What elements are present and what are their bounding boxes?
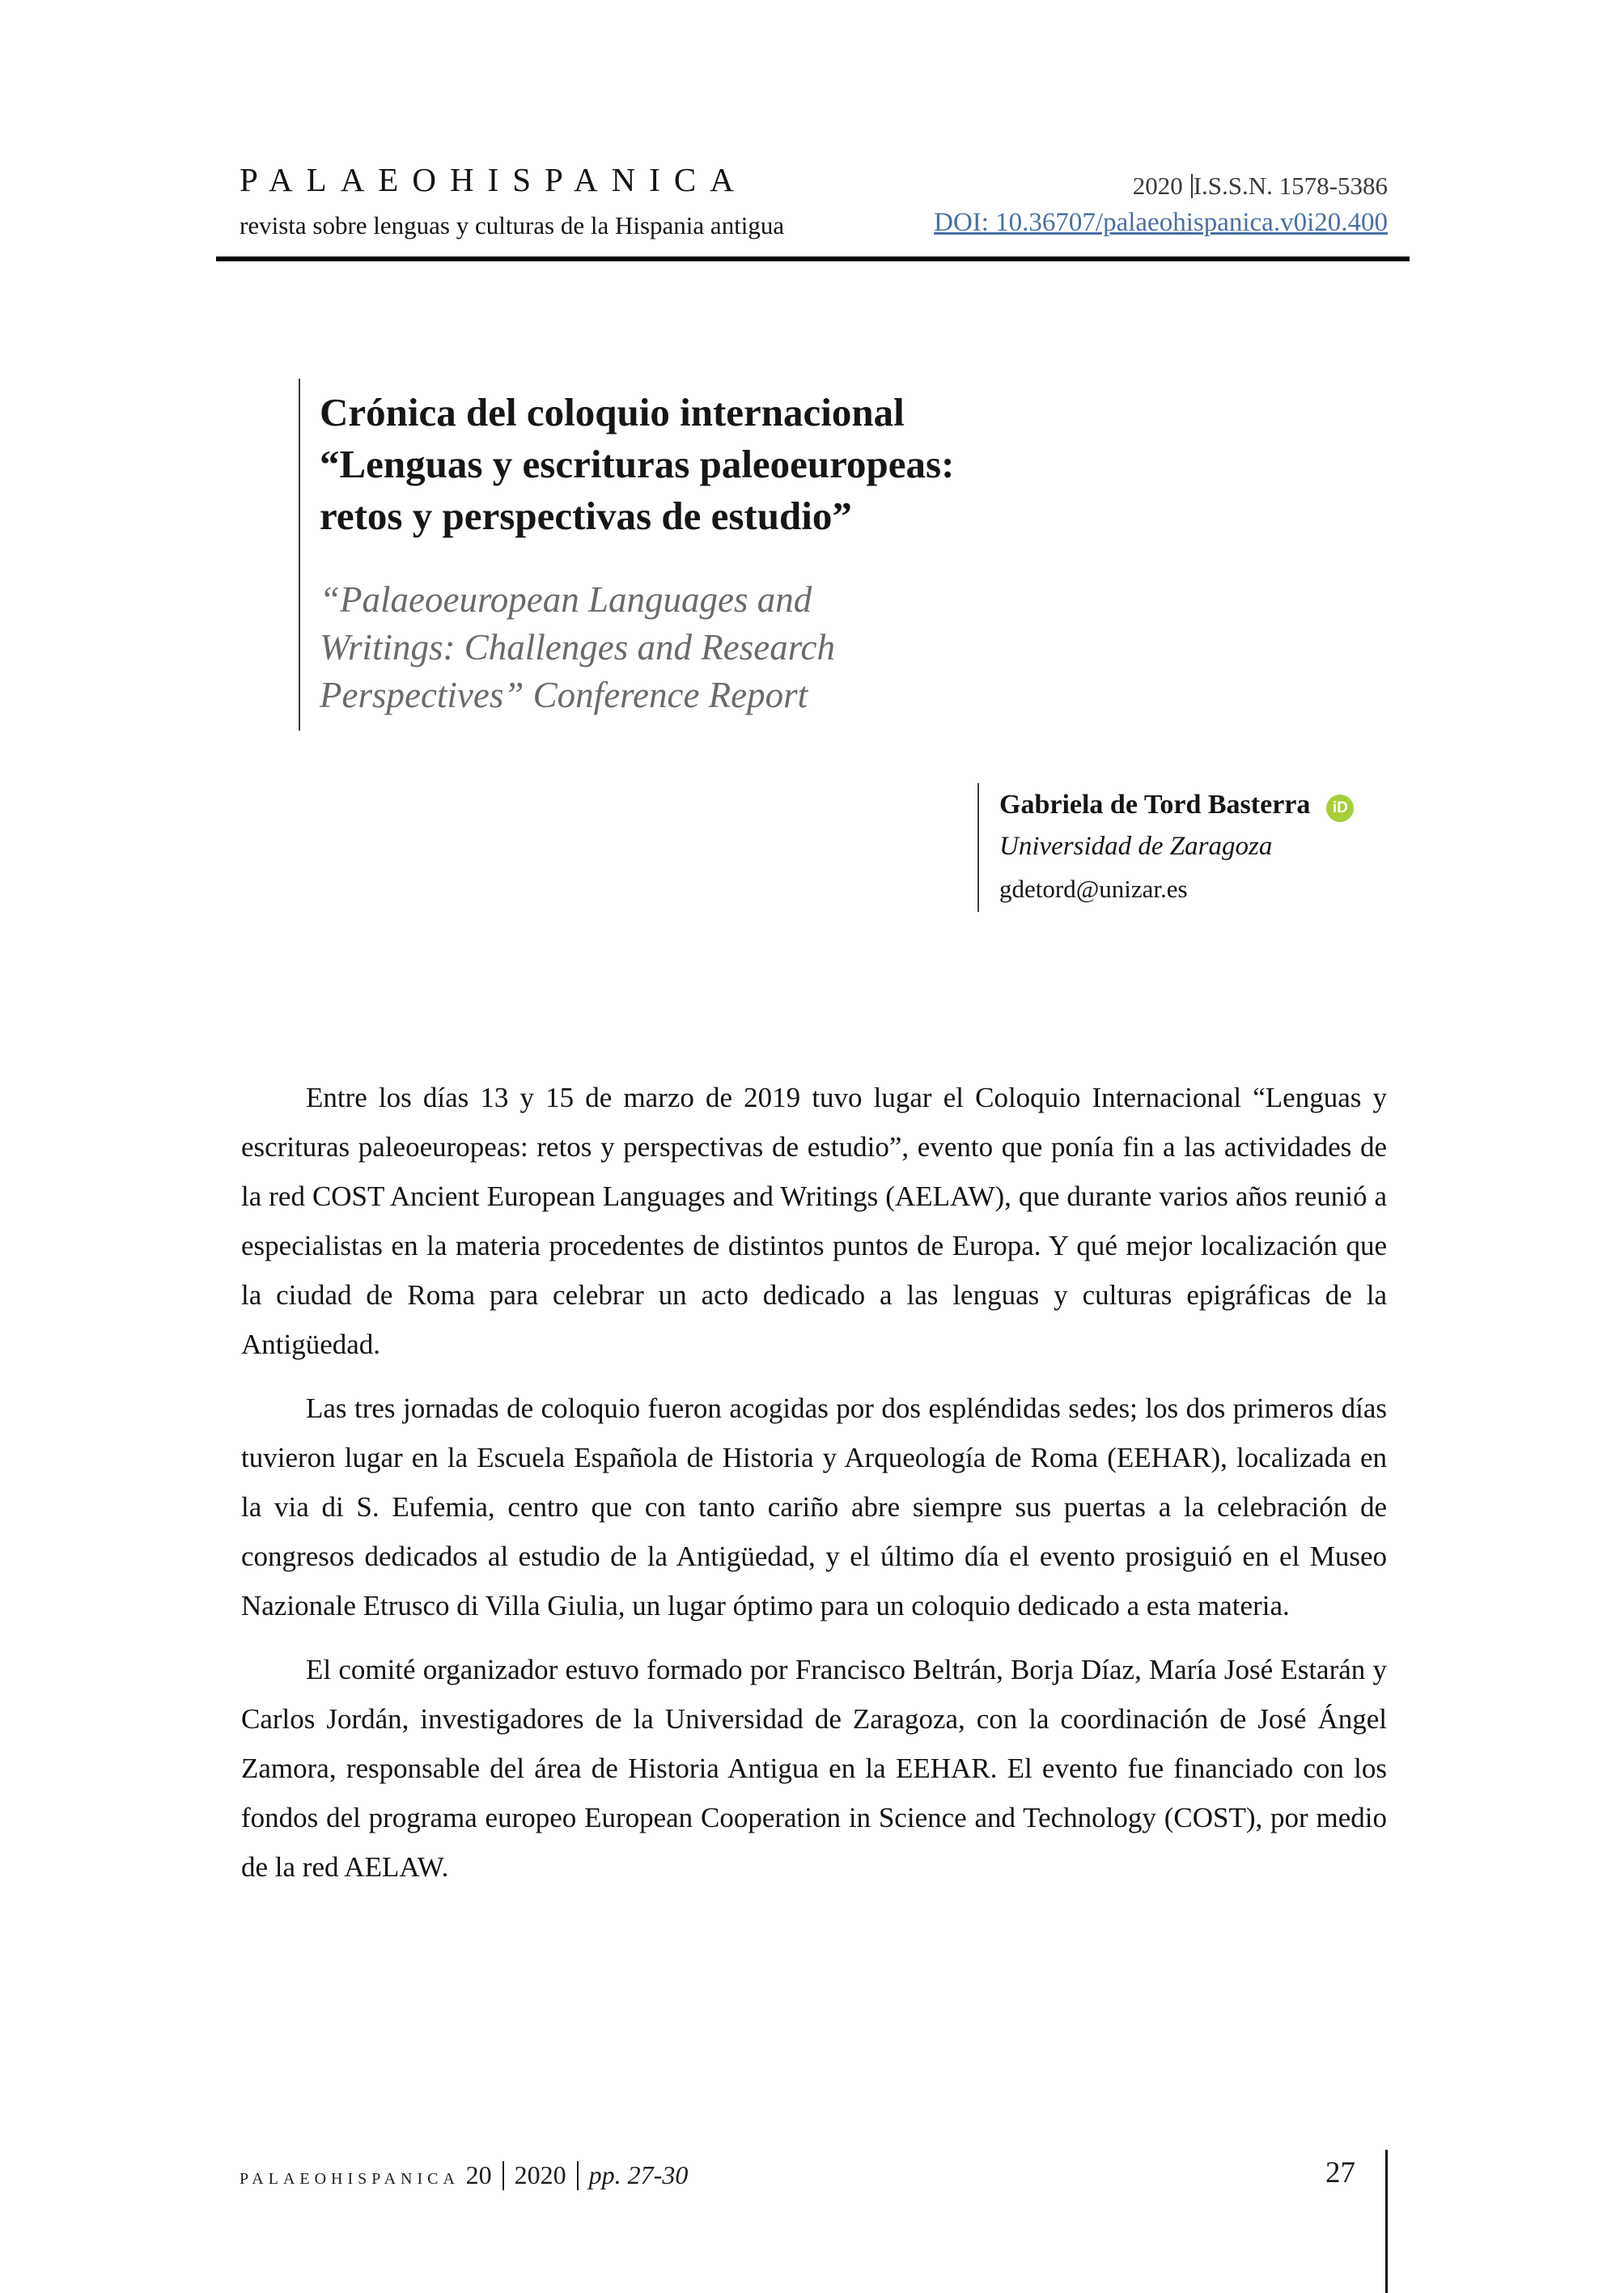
separator-bar bbox=[577, 2161, 579, 2190]
footer-year: 2020 bbox=[514, 2160, 566, 2189]
title-line: “Lenguas y escrituras paleoeuropeas: bbox=[320, 442, 955, 486]
doi-link[interactable]: DOI: 10.36707/palaeohispanica.v0i20.400 bbox=[934, 208, 1388, 237]
footer-journal-name: palaeohispanica bbox=[240, 2164, 460, 2189]
article-title-en bbox=[320, 576, 1253, 719]
margin-rule bbox=[1385, 2150, 1388, 2293]
issn: I.S.S.N. 1578-5386 bbox=[1193, 172, 1388, 200]
title-en-line: Writings: Challenges and Research bbox=[320, 627, 836, 668]
body-paragraph: Entre los días 13 y 15 de marzo de 2019 tuvo lugar el Coloquio Internacional “Lenguas y escrituras paleoeuropeas: retos y perspectivas de estudio”, evento que ponía fin a las actividades de la red COST Ancient European Languages and Writings (AELAW), que durante varios años reunió a especialistas en la materia procedentes de distintos puntos de Europa. Y qué mejor localización que la ciudad de Roma para celebrar un acto dedicado a las lenguas y culturas epigráficas de la Antigüedad. bbox=[241, 1082, 1387, 1360]
title-line: Crónica del coloquio internacional bbox=[320, 390, 905, 434]
orcid-icon[interactable]: iD bbox=[1326, 795, 1354, 822]
title-line: retos y perspectivas de estudio” bbox=[320, 494, 852, 538]
journal-name: PALAEOHISPANICA bbox=[240, 161, 748, 198]
footer-issue-number: 20 bbox=[465, 2160, 492, 2189]
separator-bar bbox=[502, 2161, 504, 2190]
body-paragraph: Las tres jornadas de coloquio fueron acogidas por dos espléndidas sedes; los dos primeros días tuvieron lugar en la Escuela Española de Historia y Arqueología de Roma (EEHAR), localizada en la via di S. Eufemia, centro que con tanto cariño abre siempre sus puertas a la celebración de congresos dedicados al estudio de la Antigüedad, y el último día el evento prosiguió en el Museo Nazionale Etrusco di Villa Giulia, un lugar óptimo para un coloquio dedicado a esta materia. bbox=[241, 1392, 1387, 1621]
author-block bbox=[977, 783, 1398, 912]
footer-journal-info bbox=[240, 2160, 688, 2190]
issue-info bbox=[934, 172, 1388, 201]
author-name: Gabriela de Tord Basterra bbox=[999, 790, 1311, 820]
article-body bbox=[241, 1073, 1387, 1906]
issue-year: 2020 bbox=[1132, 172, 1183, 200]
separator-bar bbox=[1191, 174, 1193, 198]
title-en-line: “Palaeoeuropean Languages and bbox=[320, 579, 812, 620]
page-number: 27 bbox=[1325, 2156, 1355, 2189]
body-paragraph: El comité organizador estuvo formado por Francisco Beltrán, Borja Díaz, María José Estarán y Carlos Jordán, investigadores de la Universidad de Zaragoza, con la coordinación de José Ángel Zamora, responsable del área de Historia Antigua en la EEHAR. El evento fue financiado con los fondos del programa europeo European Cooperation in Science and Technology (COST), por medio de la red AELAW. bbox=[241, 1654, 1387, 1883]
author-affiliation: Universidad de Zaragoza bbox=[999, 832, 1273, 861]
title-en-line: Perspectives” Conference Report bbox=[320, 675, 808, 715]
article-title-block bbox=[299, 379, 1253, 731]
header-rule bbox=[216, 256, 1410, 261]
header-issue-block bbox=[934, 172, 1388, 238]
article-title-es bbox=[320, 387, 1253, 542]
author-email: gdetord@unizar.es bbox=[999, 875, 1188, 903]
footer-pages: pp. 27-30 bbox=[588, 2160, 689, 2189]
journal-subtitle: revista sobre lenguas y culturas de la Hispania antigua bbox=[240, 211, 785, 239]
author-name-row bbox=[999, 790, 1398, 822]
